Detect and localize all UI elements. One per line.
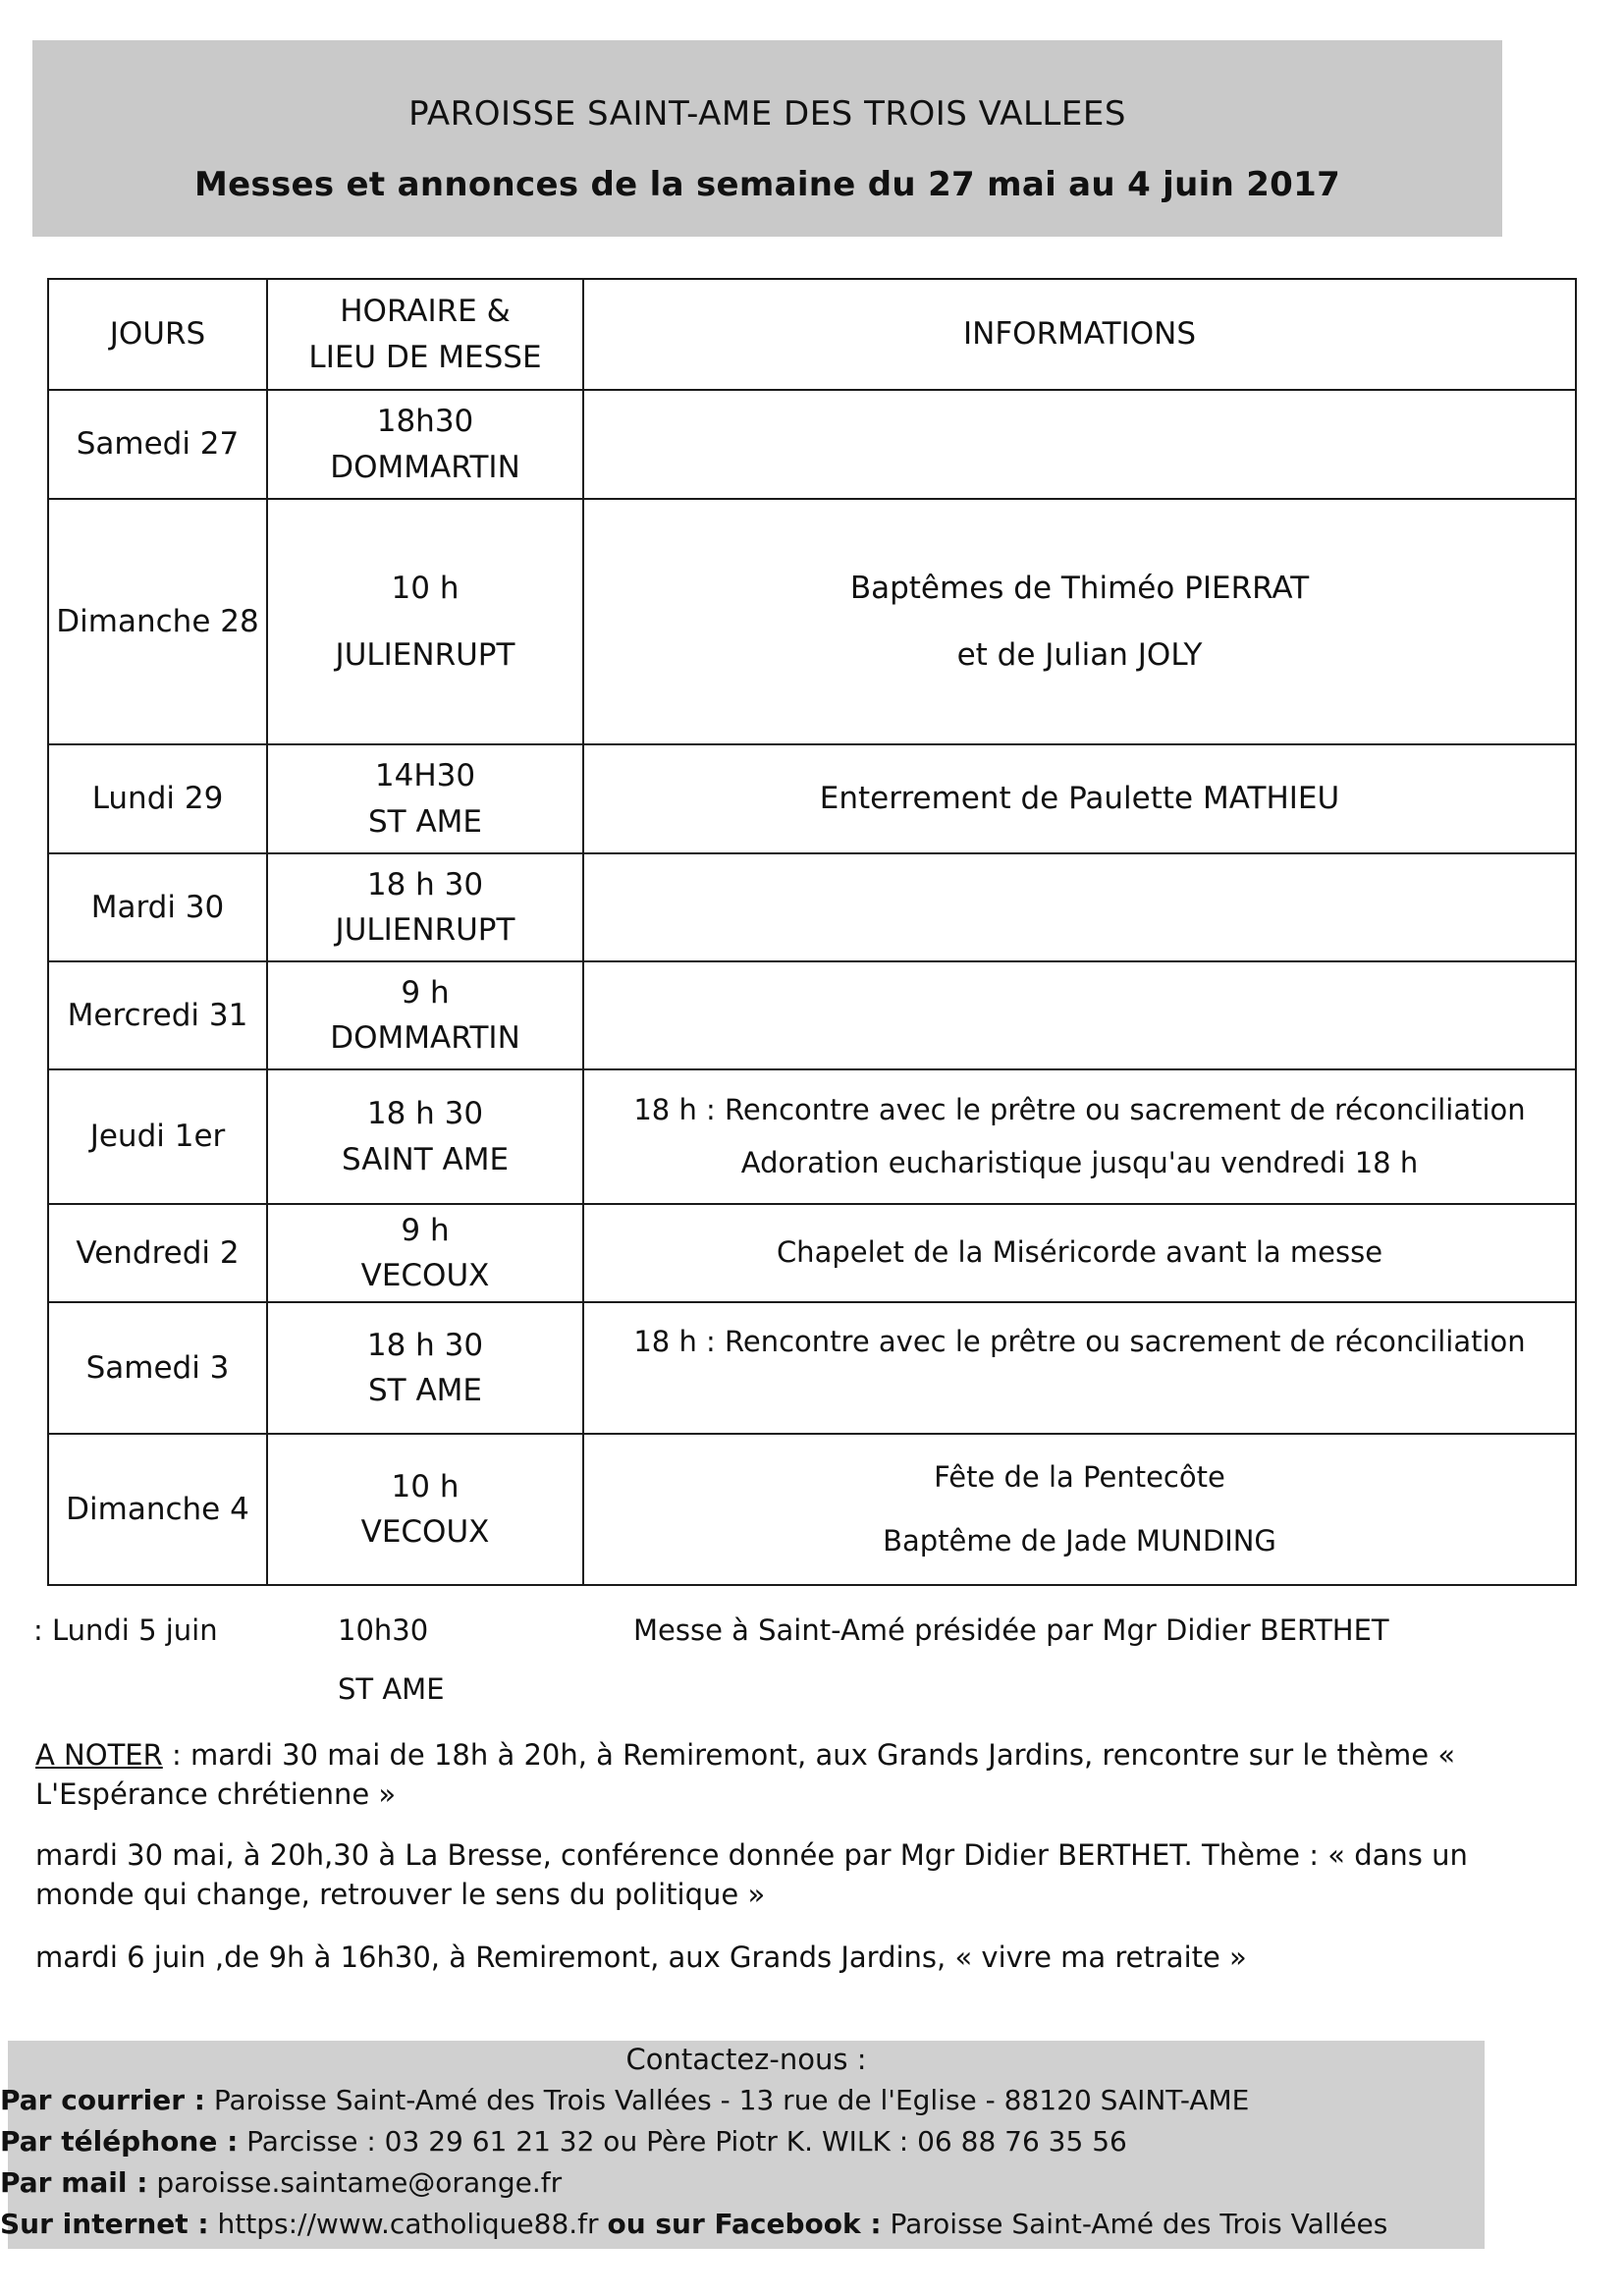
day-cell: Mardi 30 [48,853,267,961]
contact-title: Contactez-nous : [625,2043,867,2076]
info-cell: Chapelet de la Miséricorde avant la messe [583,1204,1576,1302]
extra-mass-place: ST AME [338,1672,445,1706]
table-row [48,744,1576,853]
table-row [48,499,1576,744]
contact-internet: Sur internet : https://www.catholique88.fr ou sur Facebook : Paroisse Saint-Amé des Trois Vallées [0,2208,1388,2240]
info-cell [583,853,1576,961]
time-place-cell: 10 h JULIENRUPT [267,499,583,744]
day-cell: Samedi 3 [48,1302,267,1434]
extra-mass-day: : Lundi 5 juin [33,1613,218,1647]
column-header-time-place: HORAIRE & LIEU DE MESSE [267,279,583,390]
info-cell: 18 h : Rencontre avec le prêtre ou sacrement de réconciliation Adoration eucharistique jusqu'au vendredi 18 h [583,1069,1576,1204]
day-cell: Dimanche 4 [48,1434,267,1585]
column-header-info: INFORMATIONS [583,279,1576,390]
table-row [48,390,1576,499]
contact-email: Par mail : paroisse.saintame@orange.fr [0,2166,563,2199]
time-place-cell: 18 h 30 JULIENRUPT [267,853,583,961]
contact-mail-address: Par courrier : Paroisse Saint-Amé des Trois Vallées - 13 rue de l'Eglise - 88120 SAINT-AME [0,2084,1250,2116]
extra-mass-info: Messe à Saint-Amé présidée par Mgr Didier BERTHET [633,1613,1389,1647]
note-item: mardi 30 mai, à 20h,30 à La Bresse, conférence donnée par Mgr Didier BERTHET. Thème : « dans un monde qui change, retrouver le sens du politique » [35,1838,1468,1911]
header-banner [32,40,1502,237]
time-place-cell: 9 h DOMMARTIN [267,961,583,1069]
time-place-cell: 18 h 30 SAINT AME [267,1069,583,1204]
facebook-link[interactable]: Paroisse Saint-Amé des Trois Vallées [890,2208,1388,2240]
day-cell: Dimanche 28 [48,499,267,744]
day-cell: Samedi 27 [48,390,267,499]
week-subtitle: Messes et annonces de la semaine du 27 mai au 4 juin 2017 [193,165,1341,204]
time-place-cell: 18h30 DOMMARTIN [267,390,583,499]
time-place-cell: 10 h VECOUX [267,1434,583,1585]
time-place-cell: 14H30 ST AME [267,744,583,853]
day-cell: Jeudi 1er [48,1069,267,1204]
table-row [48,1302,1576,1434]
table-row [48,1434,1576,1585]
time-place-cell: 9 h VECOUX [267,1204,583,1302]
table-row [48,961,1576,1069]
info-cell: Fête de la Pentecôte Baptême de Jade MUNDING [583,1434,1576,1585]
extra-mass-time: 10h30 [338,1613,429,1647]
contact-banner [0,2041,1485,2249]
table-header-row [48,279,1576,390]
info-cell [583,390,1576,499]
email-link[interactable]: paroisse.saintame@orange.fr [156,2166,563,2199]
table-row [48,1069,1576,1204]
note-item: A NOTER : mardi 30 mai de 18h à 20h, à Remiremont, aux Grands Jardins, rencontre sur le thème « L'Espérance chrétienne » [35,1738,1456,1811]
table-row [48,1204,1576,1302]
info-cell [583,961,1576,1069]
day-cell: Vendredi 2 [48,1204,267,1302]
info-cell: 18 h : Rencontre avec le prêtre ou sacrement de réconciliation [583,1302,1576,1434]
column-header-days: JOURS [48,279,267,390]
info-cell: Baptêmes de Thiméo PIERRAT et de Julian JOLY [583,499,1576,744]
parish-title: PAROISSE SAINT-AME DES TROIS VALLEES [408,94,1126,134]
table-row [48,853,1576,961]
info-cell: Enterrement de Paulette MATHIEU [583,744,1576,853]
mass-schedule-table [47,278,1577,1586]
day-cell: Mercredi 31 [48,961,267,1069]
note-label: A NOTER [35,1738,163,1772]
time-place-cell: 18 h 30 ST AME [267,1302,583,1434]
note-item: mardi 6 juin ,de 9h à 16h30, à Remiremont, aux Grands Jardins, « vivre ma retraite » [35,1941,1247,1974]
contact-phone: Par téléphone : Parcisse : 03 29 61 21 32 ou Père Piotr K. WILK : 06 88 76 35 56 [0,2125,1127,2158]
website-link[interactable]: https://www.catholique88.fr [217,2208,599,2240]
day-cell: Lundi 29 [48,744,267,853]
